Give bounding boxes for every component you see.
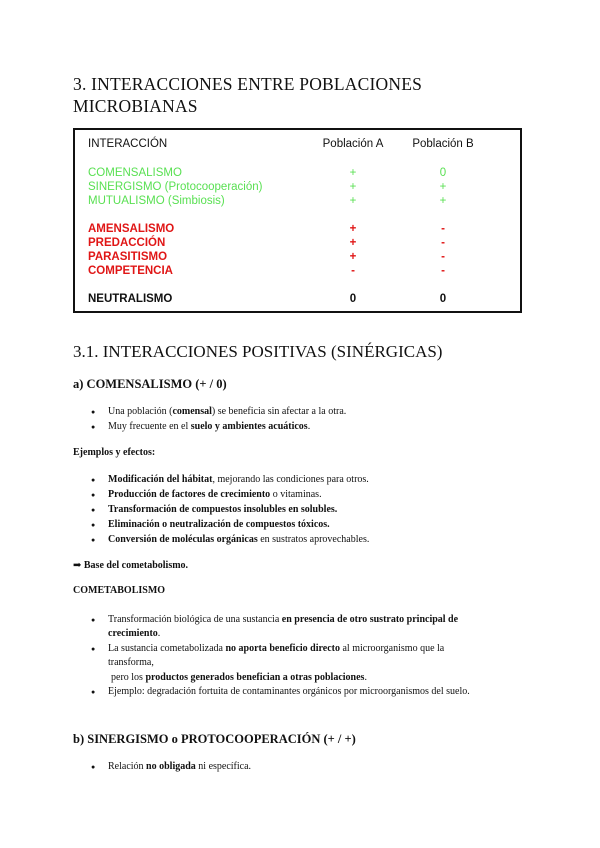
item-text: transforma, <box>108 657 154 668</box>
row-a: - <box>351 265 355 277</box>
item-text: Muy frecuente en el <box>108 421 191 432</box>
table-row <box>75 236 520 250</box>
comensalismo-heading: a) COMENSALISMO (+ / 0) <box>73 377 227 391</box>
list-item <box>108 685 528 699</box>
row-b: - <box>441 265 445 277</box>
header-interaccion: INTERACCIÓN <box>88 138 168 150</box>
row-a: 0 <box>349 293 357 305</box>
item-bold: Conversión de moléculas orgánicas <box>108 534 258 545</box>
row-name: COMENSALISMO <box>88 167 182 179</box>
row-name: MUTUALISMO (Simbiosis) <box>88 195 225 207</box>
list-item <box>108 533 528 547</box>
list-item <box>108 518 528 532</box>
list-item <box>108 613 528 627</box>
table-row <box>75 180 520 194</box>
row-name: PREDACCIÓN <box>88 237 166 249</box>
item-text: o vitaminas. <box>270 489 322 500</box>
row-b: + <box>439 195 447 207</box>
row-b: - <box>441 251 445 263</box>
table-row <box>75 264 520 278</box>
interactions-table <box>73 128 522 313</box>
table-row <box>75 222 520 236</box>
table-row <box>75 292 520 306</box>
item-text: pero los <box>111 672 146 683</box>
row-a: + <box>349 181 357 193</box>
row-name: NEUTRALISMO <box>88 293 173 305</box>
sinergismo-heading: b) SINERGISMO o PROTOCOOPERACIÓN (+ / +) <box>73 732 356 746</box>
item-bold: productos generados benefician a otras poblaciones <box>145 672 365 683</box>
row-name: SINERGISMO (Protocooperación) <box>88 181 263 193</box>
table-row <box>75 194 520 208</box>
item-bold: comensal <box>172 406 212 417</box>
item-text: Una población ( <box>108 406 173 417</box>
examples-label: Ejemplos y efectos: <box>73 447 156 458</box>
item-bold: Transformación de compuestos insolubles en solubles. <box>108 504 338 515</box>
row-a: + <box>349 167 357 179</box>
item-text: . <box>307 421 311 432</box>
subsection-title: 3.1. INTERACCIONES POSITIVAS (SINÉRGICAS) <box>73 342 443 361</box>
item-text: , mejorando las condiciones para otros. <box>212 474 369 485</box>
section-title-line1: 3. INTERACCIONES ENTRE POBLACIONES <box>73 74 423 94</box>
row-b: - <box>441 223 445 235</box>
list-item <box>108 642 528 656</box>
list-item <box>108 760 528 774</box>
row-a: + <box>349 223 357 235</box>
row-name: COMPETENCIA <box>88 265 173 277</box>
cometabolism-note: ➡ Base del cometabolismo. <box>73 560 189 571</box>
table-row <box>75 166 520 180</box>
list-item-continuation <box>111 671 531 685</box>
row-b: + <box>439 181 447 193</box>
item-text: . <box>364 672 367 683</box>
section-title-line2: MICROBIANAS <box>73 96 198 116</box>
item-bold: Producción de factores de crecimiento <box>108 489 271 500</box>
item-text: . <box>157 628 161 639</box>
item-bold: no obligada <box>146 761 196 772</box>
header-poblacion-a: Población A <box>322 138 384 150</box>
item-bold: suelo y ambientes acuáticos <box>190 421 308 432</box>
item-bold: no aporta beneficio directo <box>225 643 340 654</box>
item-text: ni específica. <box>195 761 252 772</box>
row-b: - <box>441 237 445 249</box>
item-text: en sustratos aprovechables. <box>257 534 370 545</box>
list-item <box>108 473 528 487</box>
item-bold: en presencia de otro sustrato principal de <box>281 614 459 625</box>
row-a: + <box>349 251 357 263</box>
table-header-row <box>75 137 520 151</box>
list-item-continuation <box>108 656 528 670</box>
list-item <box>108 503 528 517</box>
item-bold: crecimiento <box>108 628 158 639</box>
item-text: al microorganismo que la <box>339 643 445 654</box>
row-b: 0 <box>439 167 447 179</box>
item-text: Transformación biológica de una sustancia <box>108 614 282 625</box>
list-item <box>108 488 528 502</box>
row-a: + <box>349 195 357 207</box>
table-row <box>75 250 520 264</box>
section-title <box>73 73 543 117</box>
cometabolismo-label: COMETABOLISMO <box>73 585 166 596</box>
header-poblacion-b: Población B <box>412 138 474 150</box>
row-name: AMENSALISMO <box>88 223 175 235</box>
item-text: La sustancia cometabolizada <box>108 643 226 654</box>
item-text: ) se beneficia sin afectar a la otra. <box>211 406 347 417</box>
list-item <box>108 405 528 419</box>
item-text: Ejemplo: degradación fortuita de contaminantes orgánicos por microorganismos del suelo. <box>108 686 470 697</box>
list-item-continuation <box>108 627 528 641</box>
list-item <box>108 420 528 434</box>
item-text: Relación <box>108 761 147 772</box>
row-name: PARASITISMO <box>88 251 168 263</box>
item-bold: Modificación del hábitat <box>108 474 213 485</box>
row-b: 0 <box>439 293 447 305</box>
item-bold: Eliminación o neutralización de compuestos tóxicos. <box>108 519 330 530</box>
row-a: + <box>349 237 357 249</box>
